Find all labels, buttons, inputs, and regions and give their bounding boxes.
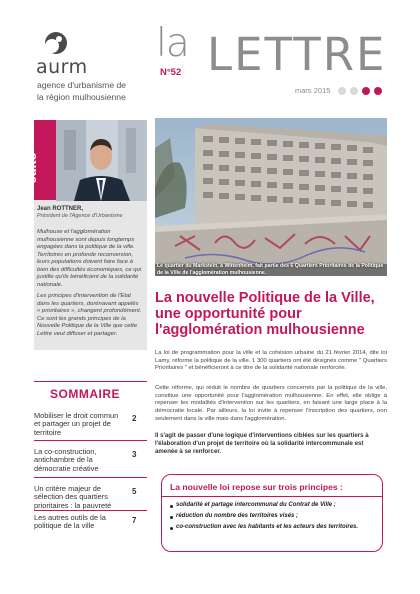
sommaire-top-rule: [34, 381, 147, 382]
toc-separator: [34, 510, 147, 511]
toc-separator: [34, 477, 147, 478]
article-photo: [155, 118, 387, 276]
toc-item-label: La co-construction, antichambre de la démocratie créative: [34, 447, 99, 473]
article-headline: La nouvelle Politique de la Ville, une opportunité pour l'agglomération mulhousienne: [155, 290, 375, 339]
toc-item-page: 3: [132, 450, 137, 459]
toc-separator: [34, 440, 147, 441]
aurm-logo-icon: [42, 31, 68, 55]
issue-number: N°52: [160, 67, 182, 78]
sommaire-title: SOMMAIRE: [50, 387, 120, 401]
logo-wordmark: aurm: [36, 56, 88, 78]
masthead-la: la: [156, 21, 189, 66]
principle-item: solidarité et partage intercommunal du Contrat de Ville ;: [176, 502, 336, 508]
principles-rule: [161, 496, 383, 497]
author-role: Président de l'Agence d'Urbanisme: [37, 213, 123, 219]
author-name: Jean ROTTNER,: [37, 206, 84, 212]
bullet-dot: [170, 527, 173, 530]
principle-item: co-construction avec les habitants et les acteurs des territoires.: [176, 524, 359, 530]
principle-item: réduction du nombre des territoires visés ;: [176, 513, 299, 519]
color-dot-2: [350, 87, 358, 95]
logo-tagline-line1: agence d'urbanisme de: [37, 80, 127, 90]
edito-label: édito: [24, 152, 39, 184]
issue-date: mars 2015: [295, 86, 331, 95]
toc-item-label: Un critère majeur de sélection des quartiers prioritaires : la pauvreté: [34, 484, 112, 510]
edito-paragraph-2: Les principes d'intervention de l'Etat dans les quartiers, dorénavant appelés « prioritaires », changent profondément. Ce sont les grands principes de la Nouvelle Politique de la Ville que cette Lettre veut diffuser et partager.: [37, 293, 142, 337]
photo-caption: Le quartier du Markstein, à Wittenheim, fait partie des 6 Quartiers Prioritaires de la Politique de la Ville de l'agglomération mulhousienne.: [157, 263, 384, 276]
bullet-dot: [170, 505, 173, 508]
toc-item-label: Les autres outils de la politique de la ville: [34, 513, 106, 531]
edito-paragraph-1: Mulhouse et l'agglomération mulhousienne sont depuis longtemps engagées dans la politique de la ville. Territoires en profonde reconversion, leurs populations doivent faire face à bien des difficultés économiques, ce qui justifie qu'ils bénéficient de la solidarité nationale.: [37, 229, 142, 288]
logo-tagline-line2: la région mulhousienne: [37, 92, 126, 102]
masthead-lettre: LETTRE: [207, 28, 387, 81]
color-dot-3: [362, 87, 370, 95]
toc-item-page: 5: [132, 487, 137, 496]
article-paragraph-1: La loi de programmation pour la ville et la cohésion urbaine du 21 février 2014, dite loi Lamy, réforme la politique de la ville. 1 300 quartiers ont été désignés comme " Quartiers Prioritaires " et bénéficieront à ce titre de la solidarité nationale renforcée.: [155, 350, 387, 372]
bullet-dot: [170, 516, 173, 519]
toc-item-page: 7: [132, 516, 137, 525]
article-paragraph-2: Cette réforme, qui réduit le nombre de quartiers concernés par la politique de la ville, constitue une opportunité pour l'agglomération mulhousienne. En effet, elle oblige à repenser les modalités d'intervention sur les quartiers, en faisant une large place à la démocratie locale. Par ailleurs, la loi invite à repenser l'inscription des quartiers, non seulement dans la ville mais dans l'agglomération.: [155, 385, 387, 422]
toc-item-label: Mobiliser le droit commun et partager un projet de territoire: [34, 411, 119, 437]
principles-title: La nouvelle loi repose sur trois principes :: [170, 482, 343, 492]
toc-item-page: 2: [132, 414, 137, 423]
author-portrait: [56, 120, 147, 201]
article-conclusion: Il s'agit de passer d'une logique d'interventions ciblées sur les quartiers à l'élaboration d'un projet de territoire où la solidarité intercommunale est amenée à se renforcer.: [155, 432, 369, 455]
color-dot-4: [374, 87, 382, 95]
color-dot-1: [338, 87, 346, 95]
